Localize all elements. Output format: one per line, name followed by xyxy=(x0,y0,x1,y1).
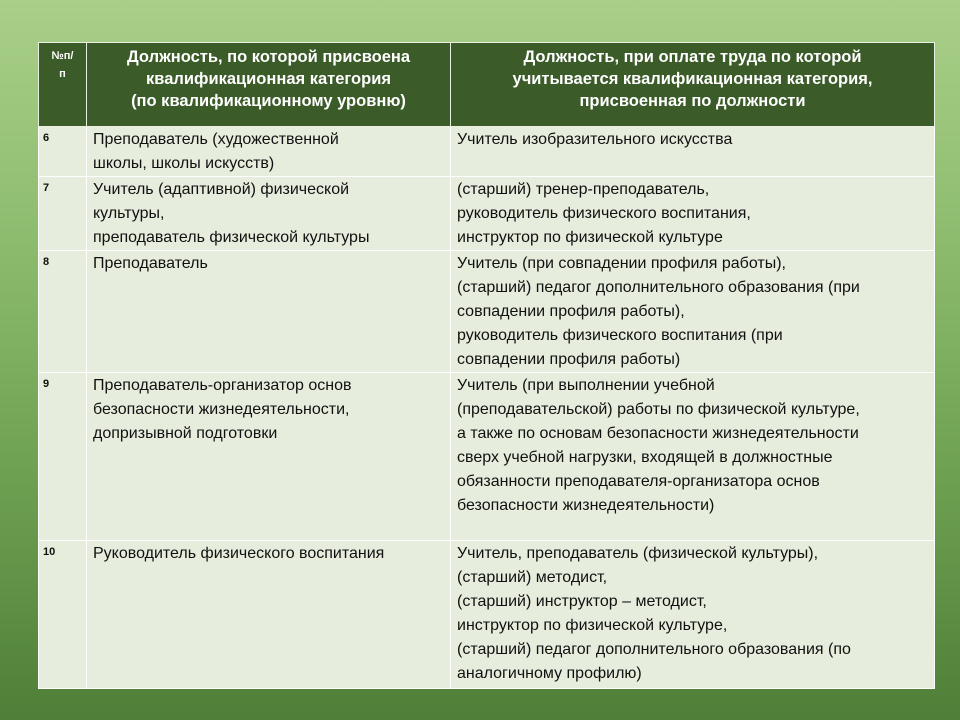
cell-line: Преподаватель-организатор основ xyxy=(93,377,352,394)
cell-line: Учитель (при выполнении учебной xyxy=(457,377,715,394)
table-row xyxy=(39,127,935,177)
qualification-table xyxy=(38,42,935,689)
header-line: учитывается квалификационная категория, xyxy=(512,70,873,88)
cell-line: инструктор по физической культуре xyxy=(457,229,723,246)
cell-line: совпадении профиля работы), xyxy=(457,303,685,320)
row-position xyxy=(87,373,451,541)
cell-line: Руководитель физического воспитания xyxy=(93,545,385,562)
header-line: Должность, при оплате труда по которой xyxy=(523,48,862,66)
cell-line: аналогичному профилю) xyxy=(457,665,642,682)
cell-line: допризывной подготовки xyxy=(93,425,278,442)
row-position xyxy=(87,541,451,689)
row-payment-position xyxy=(451,541,935,689)
row-payment-position xyxy=(451,373,935,541)
cell-line: совпадении профиля работы) xyxy=(457,351,681,368)
cell-line: руководитель физического воспитания, xyxy=(457,205,751,222)
header-line: №п/ xyxy=(51,50,74,62)
cell-line: школы, школы искусств) xyxy=(93,155,275,172)
row-payment-position xyxy=(451,251,935,373)
table-header-row xyxy=(39,43,935,127)
header-line: Должность, по которой присвоена xyxy=(126,48,411,66)
table-row xyxy=(39,177,935,251)
cell-line: Учитель (адаптивной) физической xyxy=(93,181,350,198)
cell-line: Учитель изобразительного искусства xyxy=(457,131,733,148)
cell-line: (старший) методист, xyxy=(457,569,608,586)
cell-line: (старший) инструктор – методист, xyxy=(457,593,707,610)
row-position xyxy=(87,251,451,373)
cell-line: сверх учебной нагрузки, входящей в должностные xyxy=(457,449,833,466)
row-position xyxy=(87,127,451,177)
cell-line: инструктор по физической культуре, xyxy=(457,617,728,634)
slide xyxy=(38,42,934,682)
header-line: квалификационная категория xyxy=(146,70,391,88)
row-number: 8 xyxy=(39,251,87,373)
header-line: п xyxy=(59,68,66,80)
cell-line: культуры, xyxy=(93,205,165,222)
row-payment-position xyxy=(451,127,935,177)
row-number: 10 xyxy=(39,541,87,689)
cell-line: (старший) тренер-преподаватель, xyxy=(457,181,710,198)
row-position xyxy=(87,177,451,251)
cell-line: безопасности жизнедеятельности, xyxy=(93,401,350,418)
header-number xyxy=(39,43,87,127)
cell-line: Учитель, преподаватель (физической культуры), xyxy=(457,545,819,562)
row-number: 7 xyxy=(39,177,87,251)
cell-line: обязанности преподавателя-организатора основ xyxy=(457,473,820,490)
cell-line: Преподаватель xyxy=(93,255,208,272)
header-position xyxy=(87,43,451,127)
cell-line: (старший) педагог дополнительного образования (при xyxy=(457,279,860,296)
cell-line: Преподаватель (художественной xyxy=(93,131,339,148)
row-number: 9 xyxy=(39,373,87,541)
cell-line: преподаватель физической культуры xyxy=(93,229,370,246)
cell-line: (старший) педагог дополнительного образования (по xyxy=(457,641,851,658)
cell-line: а также по основам безопасности жизнедеятельности xyxy=(457,425,859,442)
row-number: 6 xyxy=(39,127,87,177)
cell-line: руководитель физического воспитания (при xyxy=(457,327,783,344)
cell-line: (преподавательской) работы по физической культуре, xyxy=(457,401,860,418)
table-row xyxy=(39,373,935,541)
cell-line: Учитель (при совпадении профиля работы), xyxy=(457,255,786,272)
header-payment-position xyxy=(451,43,935,127)
row-payment-position xyxy=(451,177,935,251)
header-line: присвоенная по должности xyxy=(579,92,806,110)
table-row xyxy=(39,541,935,689)
cell-line: безопасности жизнедеятельности) xyxy=(457,497,715,514)
header-line: (по квалификационному уровню) xyxy=(131,92,406,110)
table-row xyxy=(39,251,935,373)
